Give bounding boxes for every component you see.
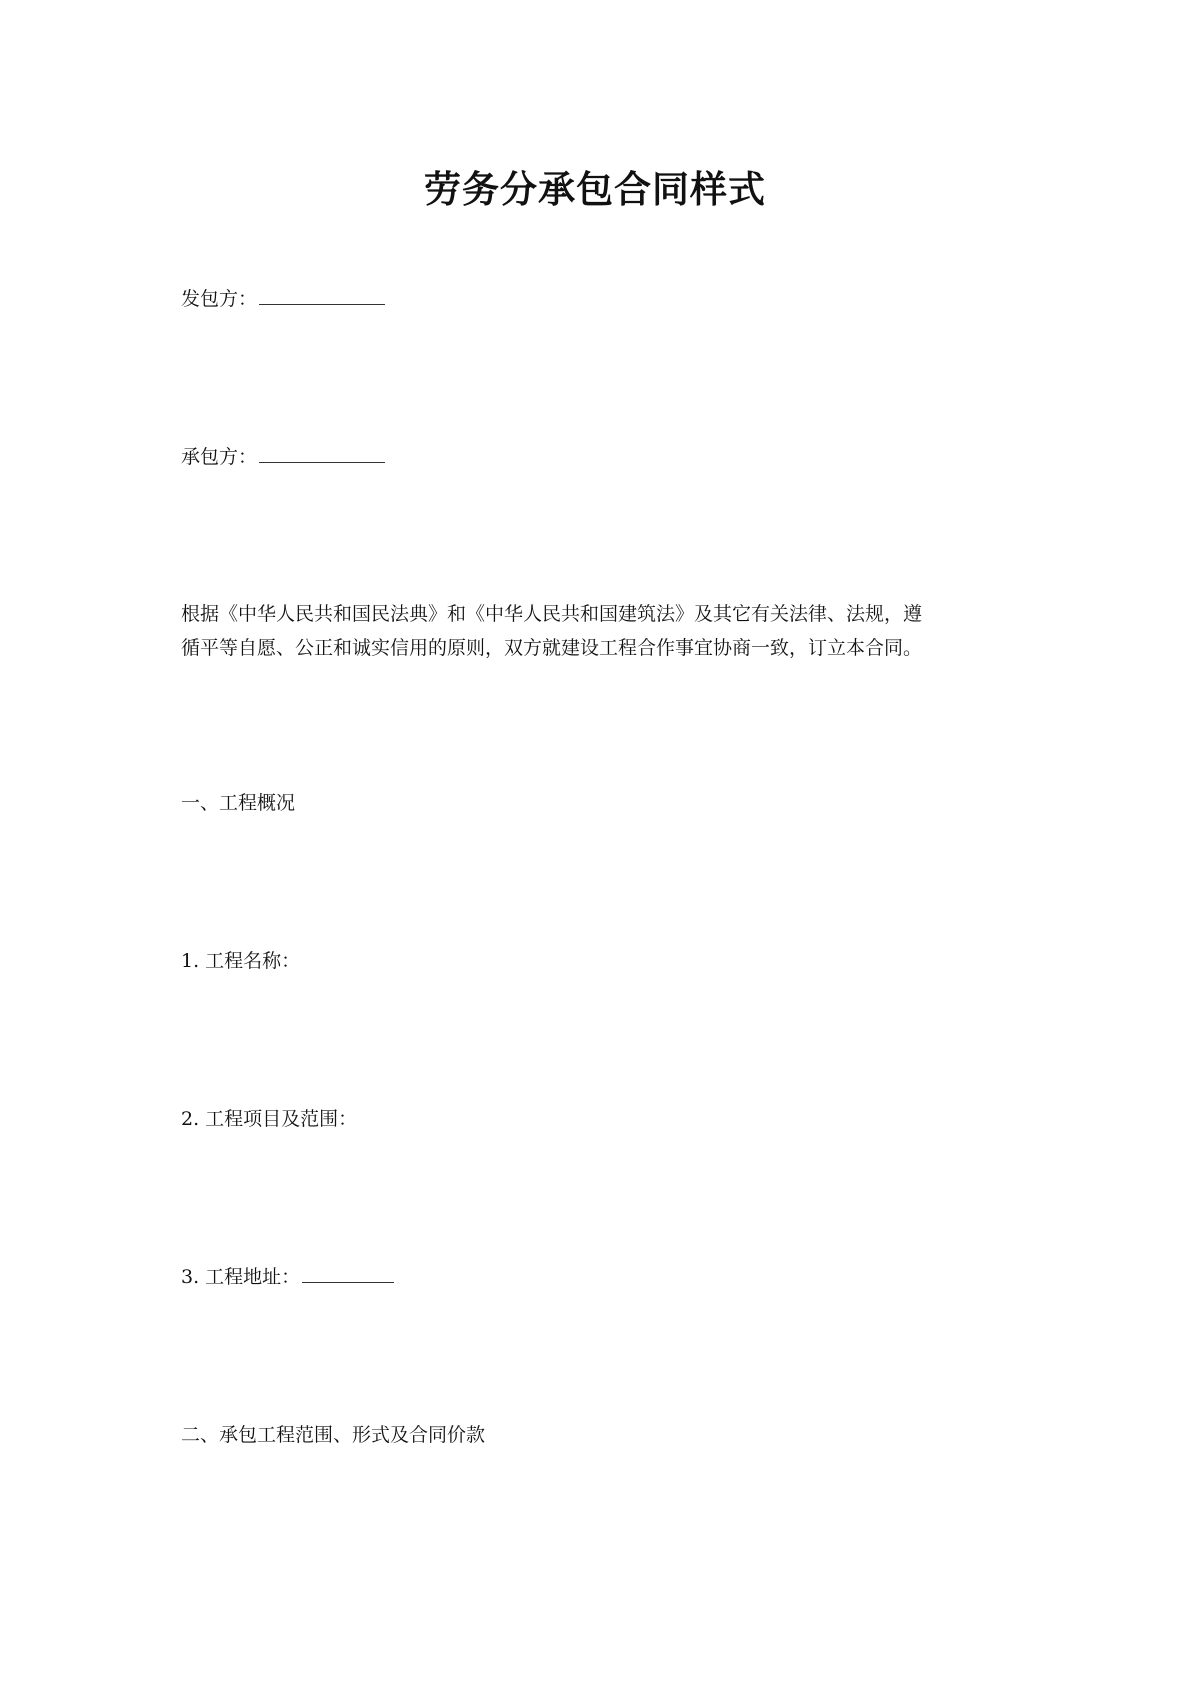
contractor-blank[interactable] bbox=[259, 442, 385, 463]
page-title: 劳务分承包合同样式 bbox=[424, 168, 766, 211]
project-address-label: 3. 工程地址： bbox=[181, 1266, 301, 1288]
section-1-heading: 一、工程概况 bbox=[181, 792, 296, 814]
project-scope-item: 2. 工程项目及范围： bbox=[181, 1108, 358, 1130]
employer-label: 发包方： bbox=[181, 288, 258, 310]
project-address-blank[interactable] bbox=[302, 1262, 394, 1283]
contractor-line bbox=[181, 441, 385, 473]
preamble-paragraph bbox=[181, 597, 1021, 665]
employer-blank[interactable] bbox=[259, 284, 385, 305]
section-2-heading: 二、承包工程范围、形式及合同价款 bbox=[181, 1424, 486, 1446]
contractor-label: 承包方： bbox=[181, 446, 258, 468]
preamble-line-1: 根据《中华人民共和国民法典》和《中华人民共和国建筑法》及其它有关法律、法规，遵 bbox=[181, 603, 923, 625]
project-address-line bbox=[181, 1261, 394, 1293]
project-name-item: 1. 工程名称： bbox=[181, 950, 301, 972]
preamble-line-2: 循平等自愿、公正和诚实信用的原则，双方就建设工程合作事宜协商一致，订立本合同。 bbox=[181, 637, 923, 659]
employer-line bbox=[181, 283, 385, 315]
